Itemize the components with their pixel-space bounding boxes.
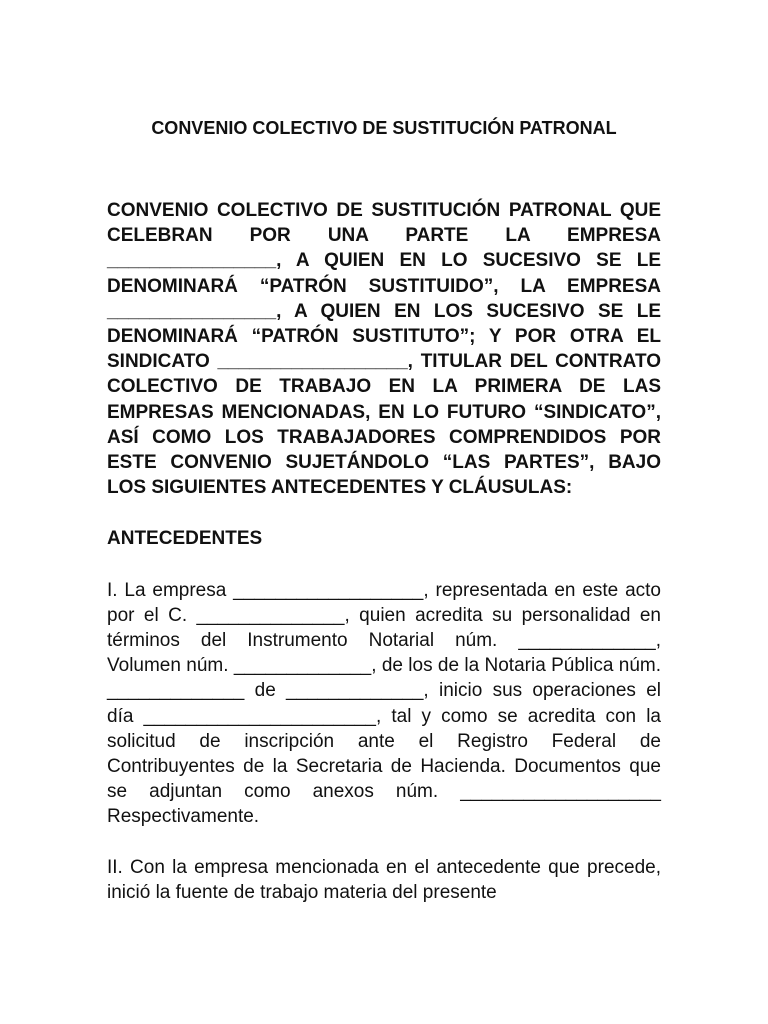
section-heading-antecedentes: ANTECEDENTES (107, 528, 263, 550)
antecedente-paragraph-1: I. La empresa __________________, representada en este acto por el C. ______________, quien acredita su personalidad en términos del Instrumento Notarial núm. _____________, Volumen núm. _____________, de los de la Notaria Pública núm. _____________ de _____________, inicio sus operaciones el día ______________________, tal y como se acredita con la solicitud de inscripción ante el Registro Federal de Contribuyentes de la Secretaria de Hacienda. Documentos que se adjuntan como anexos núm. ___________________ Respectivamente. (107, 579, 661, 828)
antecedente-paragraph-2: II. Con la empresa mencionada en el antecedente que precede, inició la fuente de trabajo materia del presente (107, 856, 661, 903)
document-body (107, 198, 661, 905)
document-title: CONVENIO COLECTIVO DE SUSTITUCIÓN PATRONAL (151, 118, 617, 138)
intro-paragraph: CONVENIO COLECTIVO DE SUSTITUCIÓN PATRONAL QUE CELEBRAN POR UNA PARTE LA EMPRESA ________________, A QUIEN EN LO SUCESIVO SE LE DENOMINARÁ “PATRÓN SUSTITUIDO”, LA EMPRESA ________________, A QUIEN EN LOS SUCESIVO SE LE DENOMINARÁ “PATRÓN SUSTITUTO”; Y POR OTRA EL SINDICATO __________________, TITULAR DEL CONTRATO COLECTIVO DE TRABAJO EN LA PRIMERA DE LAS EMPRESAS MENCIONADAS, EN LO FUTURO “SINDICATO”, ASÍ COMO LOS TRABAJADORES COMPRENDIDOS POR ESTE CONVENIO SUJETÁNDOLO “LAS PARTES”, BAJO LOS SIGUIENTES ANTECEDENTES Y CLÁUSULAS: (107, 200, 661, 499)
